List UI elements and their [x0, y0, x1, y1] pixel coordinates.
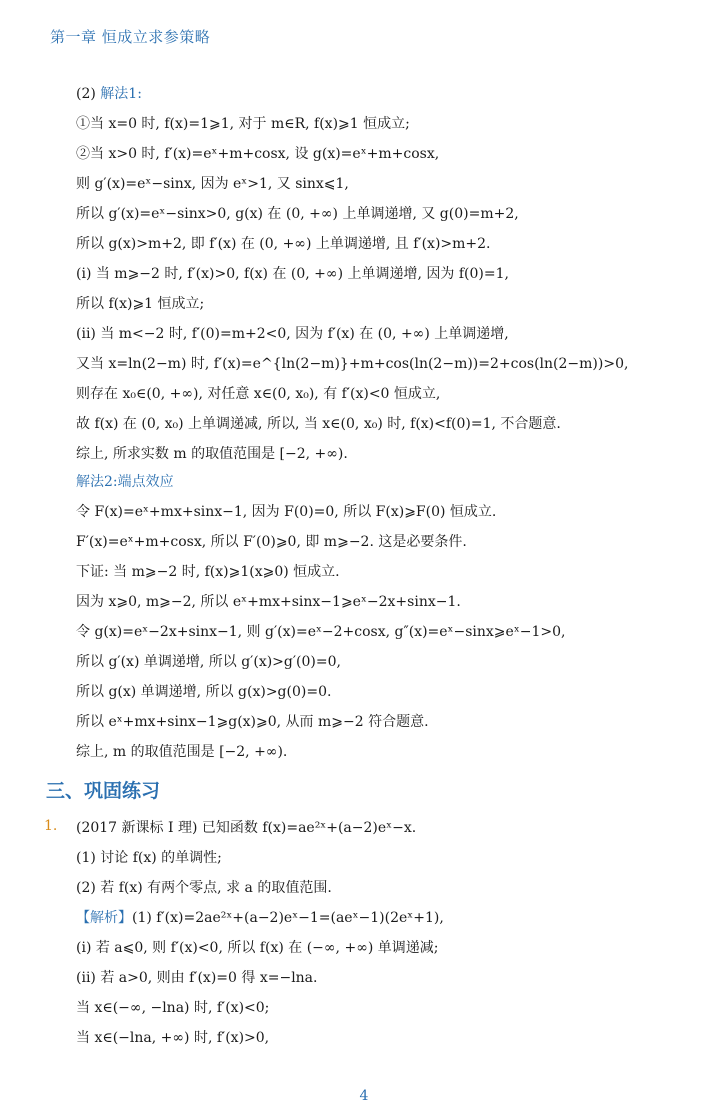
- section-title: 三、巩固练习: [46, 780, 161, 802]
- analysis-line: (ii) 若 a>0, 则由 f′(x)=0 得 x=−lna.: [76, 970, 318, 986]
- part2-number: (2): [76, 86, 101, 102]
- method2-title: 解法2:端点效应: [76, 474, 174, 490]
- text-line: ②当 x>0 时, f′(x)=eˣ+m+cosx, 设 g(x)=eˣ+m+cosx,: [76, 146, 440, 162]
- text-line: 则 g′(x)=eˣ−sinx, 因为 eˣ>1, 又 sinx⩽1,: [76, 176, 349, 192]
- text-line: 所以 g(x)>m+2, 即 f′(x) 在 (0, +∞) 上单调递增, 且 f′(x)>m+2.: [76, 236, 491, 252]
- method1-title: 解法1:: [100, 86, 142, 102]
- text-line: (ii) 当 m<−2 时, f′(0)=m+2<0, 因为 f′(x) 在 (0, +∞) 上单调递增,: [76, 326, 509, 342]
- text-line: 综上, m 的取值范围是 [−2, +∞).: [76, 744, 288, 760]
- text-line: 所以 f(x)⩾1 恒成立;: [76, 296, 205, 312]
- analysis-line: 当 x∈(−∞, −lna) 时, f′(x)<0;: [76, 1000, 270, 1016]
- analysis-text: (1) f′(x)=2ae²ˣ+(a−2)eˣ−1=(aeˣ−1)(2eˣ+1),: [132, 910, 444, 926]
- page-number: 4: [359, 1088, 369, 1104]
- text-line: 下证: 当 m⩾−2 时, f(x)⩾1(x⩾0) 恒成立.: [76, 564, 340, 580]
- analysis-line: [76, 908, 444, 928]
- part2-heading: [76, 84, 142, 104]
- text-line: 所以 g(x) 单调递增, 所以 g(x)>g(0)=0.: [76, 684, 332, 700]
- chapter-header: 第一章 恒成立求参策略: [50, 28, 211, 46]
- analysis-line: 当 x∈(−lna, +∞) 时, f′(x)>0,: [76, 1030, 270, 1046]
- text-line: 所以 eˣ+mx+sinx−1⩾g(x)⩾0, 从而 m⩾−2 符合题意.: [76, 714, 429, 730]
- text-line: 则存在 x₀∈(0, +∞), 对任意 x∈(0, x₀), 有 f′(x)<0 恒成立,: [76, 386, 441, 402]
- text-line: 所以 g′(x)=eˣ−sinx>0, g(x) 在 (0, +∞) 上单调递增, 又 g(0)=m+2,: [76, 206, 519, 222]
- analysis-line: (i) 若 a⩽0, 则 f′(x)<0, 所以 f(x) 在 (−∞, +∞) 单调递减;: [76, 940, 439, 956]
- text-line: 令 g(x)=eˣ−2x+sinx−1, 则 g′(x)=eˣ−2+cosx, g″(x)=eˣ−sinx⩾eˣ−1>0,: [76, 624, 566, 640]
- text-line: 令 F(x)=eˣ+mx+sinx−1, 因为 F(0)=0, 所以 F(x)⩾F(0) 恒成立.: [76, 504, 497, 520]
- question-sub1: (1) 讨论 f(x) 的单调性;: [76, 850, 222, 866]
- question-sub2: (2) 若 f(x) 有两个零点, 求 a 的取值范围.: [76, 880, 332, 896]
- text-line: 又当 x=ln(2−m) 时, f′(x)=e^{ln(2−m)}+m+cos(ln(2−m))=2+cos(ln(2−m))>0,: [76, 356, 629, 372]
- text-line: F′(x)=eˣ+m+cosx, 所以 F′(0)⩾0, 即 m⩾−2. 这是必要条件.: [76, 534, 467, 550]
- text-line: 故 f(x) 在 (0, x₀) 上单调递减, 所以, 当 x∈(0, x₀) 时, f(x)<f(0)=1, 不合题意.: [76, 416, 561, 432]
- question-number: 1.: [44, 818, 58, 834]
- text-line: 综上, 所求实数 m 的取值范围是 [−2, +∞).: [76, 446, 348, 462]
- text-line: ①当 x=0 时, f(x)=1⩾1, 对于 m∈R, f(x)⩾1 恒成立;: [76, 116, 410, 132]
- text-line: 因为 x⩾0, m⩾−2, 所以 eˣ+mx+sinx−1⩾eˣ−2x+sinx−1.: [76, 594, 461, 610]
- text-line: 所以 g′(x) 单调递增, 所以 g′(x)>g′(0)=0,: [76, 654, 341, 670]
- question-stem: (2017 新课标 Ⅰ 理) 已知函数 f(x)=ae²ˣ+(a−2)eˣ−x.: [76, 820, 417, 836]
- text-line: (i) 当 m⩾−2 时, f′(x)>0, f(x) 在 (0, +∞) 上单调递增, 因为 f(0)=1,: [76, 266, 509, 282]
- analysis-tag: 【解析】: [76, 910, 132, 926]
